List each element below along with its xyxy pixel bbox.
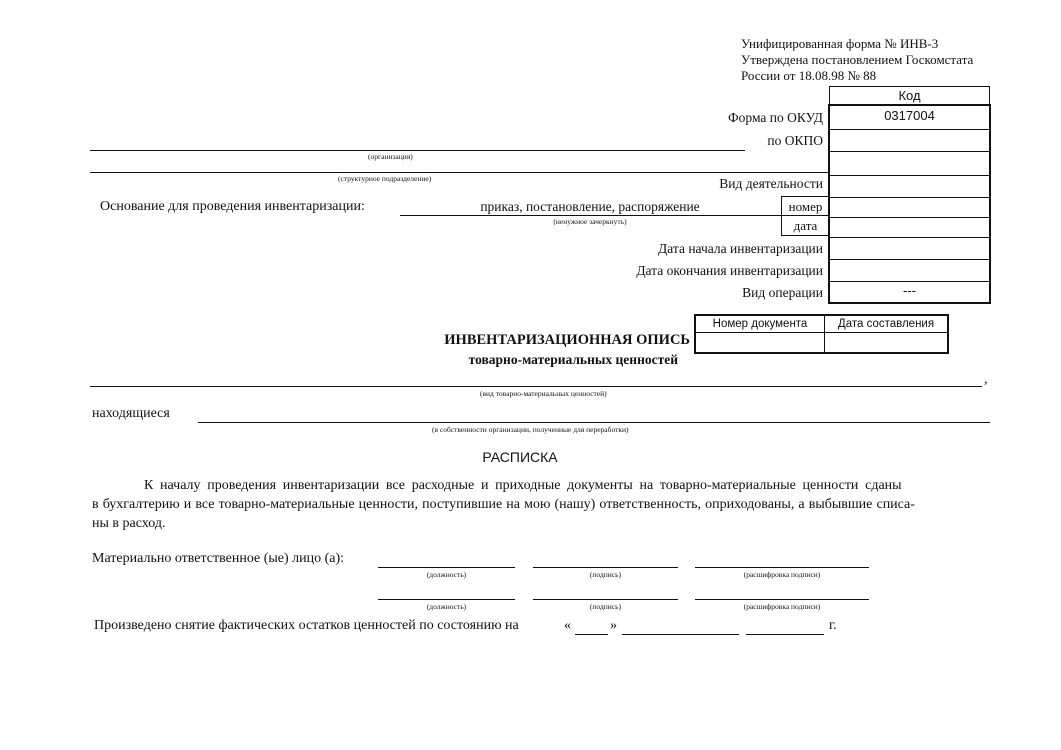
position-line-1[interactable] (378, 567, 515, 568)
start-date-label: Дата начала инвентаризации (658, 241, 823, 256)
date-label-cell (781, 216, 829, 236)
signature-caption-1: (подпись) (589, 570, 622, 579)
code-header-cell (829, 86, 990, 104)
basis-value: приказ, постановление, распоряжение (480, 199, 700, 214)
basis-label: Основание для проведения инвентаризации: (100, 199, 365, 214)
number-label: номер (788, 199, 823, 214)
doc-number-header (696, 316, 825, 333)
okud-label: Форма по ОКУД (727, 110, 823, 125)
okud-value: 0317004 (884, 108, 935, 123)
date-cell[interactable] (830, 218, 989, 238)
location-line[interactable] (198, 422, 990, 423)
document-subtitle: товарно-материальных ценностей (468, 352, 678, 367)
subdivision-line[interactable] (90, 172, 828, 173)
end-date-label: Дата окончания инвентаризации (636, 263, 823, 278)
location-caption: (в собственности организации, полученные для переработки) (432, 425, 629, 434)
organization-line[interactable] (90, 150, 745, 151)
receipt-line-1: К началу проведения инвентаризации все расходные и приходные документы на товарно-материальные ценности сданы (144, 478, 902, 493)
doc-number-header-label: Номер документа (712, 318, 808, 330)
position-line-2[interactable] (378, 599, 515, 600)
valuables-kind-comma: , (984, 372, 988, 387)
footer-day-line[interactable] (575, 634, 608, 635)
okpo-label: по ОКПО (767, 133, 823, 148)
footer-year-line[interactable] (746, 634, 824, 635)
form-header-line1: Унифицированная форма № ИНВ-3 (741, 36, 939, 51)
position-caption-2: (должность) (426, 602, 467, 611)
subdivision-caption: (структурное подразделение) (338, 174, 432, 183)
operation-cell[interactable] (830, 282, 989, 302)
doc-number-value-cell[interactable] (696, 333, 825, 352)
receipt-title: РАСПИСКА (482, 449, 558, 465)
end-date-cell[interactable] (830, 260, 989, 282)
doc-date-header (825, 316, 947, 333)
responsible-persons-label: Материально ответственное (ые) лицо (а): (92, 551, 345, 566)
start-date-cell[interactable] (830, 238, 989, 260)
footer-year-suffix: г. (829, 618, 837, 633)
activity-label: Вид деятельности (719, 176, 823, 191)
okud-cell[interactable] (830, 106, 989, 130)
basis-caption: (ненужное зачеркнуть) (553, 217, 627, 226)
decoding-line-1[interactable] (695, 567, 869, 568)
okpo-cell[interactable] (830, 130, 989, 152)
signature-line-1[interactable] (533, 567, 678, 568)
doc-date-header-label: Дата составления (837, 318, 935, 330)
activity-cell[interactable] (830, 176, 989, 198)
doc-number-date-table (694, 314, 949, 354)
footer-statement: Произведено снятие фактических остатков ценностей по состоянию на (94, 618, 519, 633)
valuables-kind-caption: (вид товарно-материальных ценностей) (480, 389, 607, 398)
operation-value: --- (903, 283, 916, 298)
footer-open-quote: « (564, 618, 571, 633)
location-label: находящиеся (92, 406, 170, 421)
date-label: дата (793, 218, 818, 233)
position-caption-1: (должность) (426, 570, 467, 579)
form-header-line3: России от 18.08.98 № 88 (741, 68, 877, 83)
basis-line[interactable] (400, 215, 781, 216)
form-header-line2: Утверждена постановлением Госкомстата (741, 52, 974, 67)
decoding-caption-2: (расшифровка подписи) (743, 602, 821, 611)
document-title: ИНВЕНТАРИЗАЦИОННАЯ ОПИСЬ (444, 332, 690, 348)
footer-month-line[interactable] (622, 634, 739, 635)
signature-line-2[interactable] (533, 599, 678, 600)
valuables-kind-line[interactable] (90, 386, 982, 387)
operation-label: Вид операции (742, 285, 823, 300)
signature-caption-2: (подпись) (589, 602, 622, 611)
decoding-line-2[interactable] (695, 599, 869, 600)
receipt-line-3: ны в расход. (92, 516, 166, 531)
code-box (828, 104, 991, 304)
footer-close-quote: » (610, 618, 617, 633)
org-code-cell[interactable] (830, 152, 989, 176)
decoding-caption-1: (расшифровка подписи) (743, 570, 821, 579)
doc-date-value-cell[interactable] (825, 333, 947, 352)
receipt-line-2: в бухгалтерию и все товарно-материальные ценности, поступившие на мою (нашу) ответственность, оприходованы, а выбывшие списа- (92, 497, 915, 512)
number-label-cell (781, 196, 829, 216)
code-header-label: Код (898, 88, 921, 103)
number-cell[interactable] (830, 198, 989, 218)
organization-caption: (организация) (368, 152, 413, 161)
